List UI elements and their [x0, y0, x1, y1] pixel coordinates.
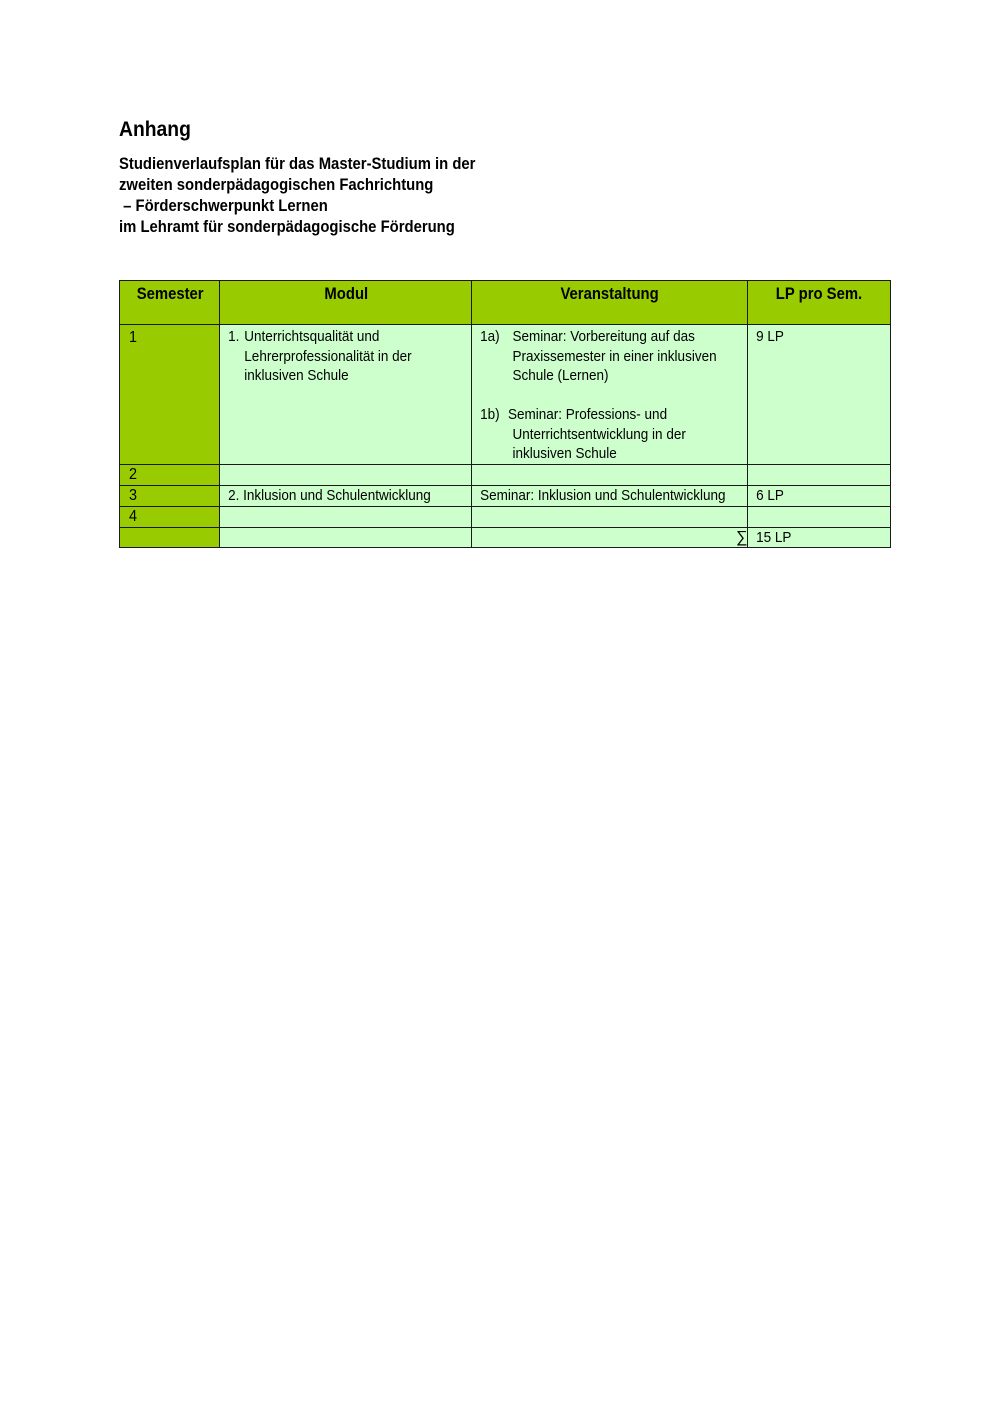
semester-cell: 1 [120, 325, 220, 465]
header-semester: Semester [120, 281, 220, 325]
page-title: Anhang [119, 118, 191, 141]
page-header [119, 118, 891, 238]
modul-cell [220, 464, 472, 485]
semester-cell: 3 [120, 485, 220, 506]
semester-cell: 4 [120, 506, 220, 527]
subtitle-line-4: im Lehramt für sonderpädagogische Förderung [119, 218, 455, 236]
veranstaltung-cell [472, 506, 748, 527]
total-lp-cell: 15 LP [748, 527, 891, 548]
sum-symbol: ∑ [472, 527, 748, 548]
subtitle-line-2: zweiten sonderpädagogischen Fachrichtung [119, 176, 434, 194]
header-veranstaltung: Veranstaltung [472, 281, 748, 325]
veranstaltung-cell: Seminar: Inklusion und Schulentwicklung [472, 485, 748, 506]
lp-cell [748, 506, 891, 527]
table-header-row [120, 281, 891, 325]
table-row [120, 464, 891, 485]
total-row [120, 527, 891, 548]
lp-cell: 6 LP [748, 485, 891, 506]
lp-cell: 9 LP [748, 325, 891, 465]
modul-cell [220, 527, 472, 548]
table-row [120, 506, 891, 527]
table-row [120, 485, 891, 506]
lp-cell [748, 464, 891, 485]
modul-cell: 2. Inklusion und Schulentwicklung [220, 485, 472, 506]
header-lp: LP pro Sem. [748, 281, 891, 325]
veranstaltung-cell: 1a) Seminar: Vorbereitung auf das Praxissemester in einer inklusiven Schule (Lernen) 1b) Seminar: Professions- und Unterrichtsentwicklung in der inklusiven Schule [472, 325, 748, 465]
study-plan-table [119, 280, 891, 548]
document-subtitle [119, 154, 814, 238]
header-modul: Modul [220, 281, 472, 325]
modul-cell [220, 506, 472, 527]
subtitle-line-1: Studienverlaufsplan für das Master-Studium in der [119, 155, 476, 173]
semester-cell [120, 527, 220, 548]
veranstaltung-cell [472, 464, 748, 485]
subtitle-line-3: – Förderschwerpunkt Lernen [119, 197, 328, 215]
modul-cell: 1. Unterrichtsqualität und Lehrerprofessionalität in der inklusiven Schule [220, 325, 472, 465]
semester-cell: 2 [120, 464, 220, 485]
table-row [120, 325, 891, 465]
